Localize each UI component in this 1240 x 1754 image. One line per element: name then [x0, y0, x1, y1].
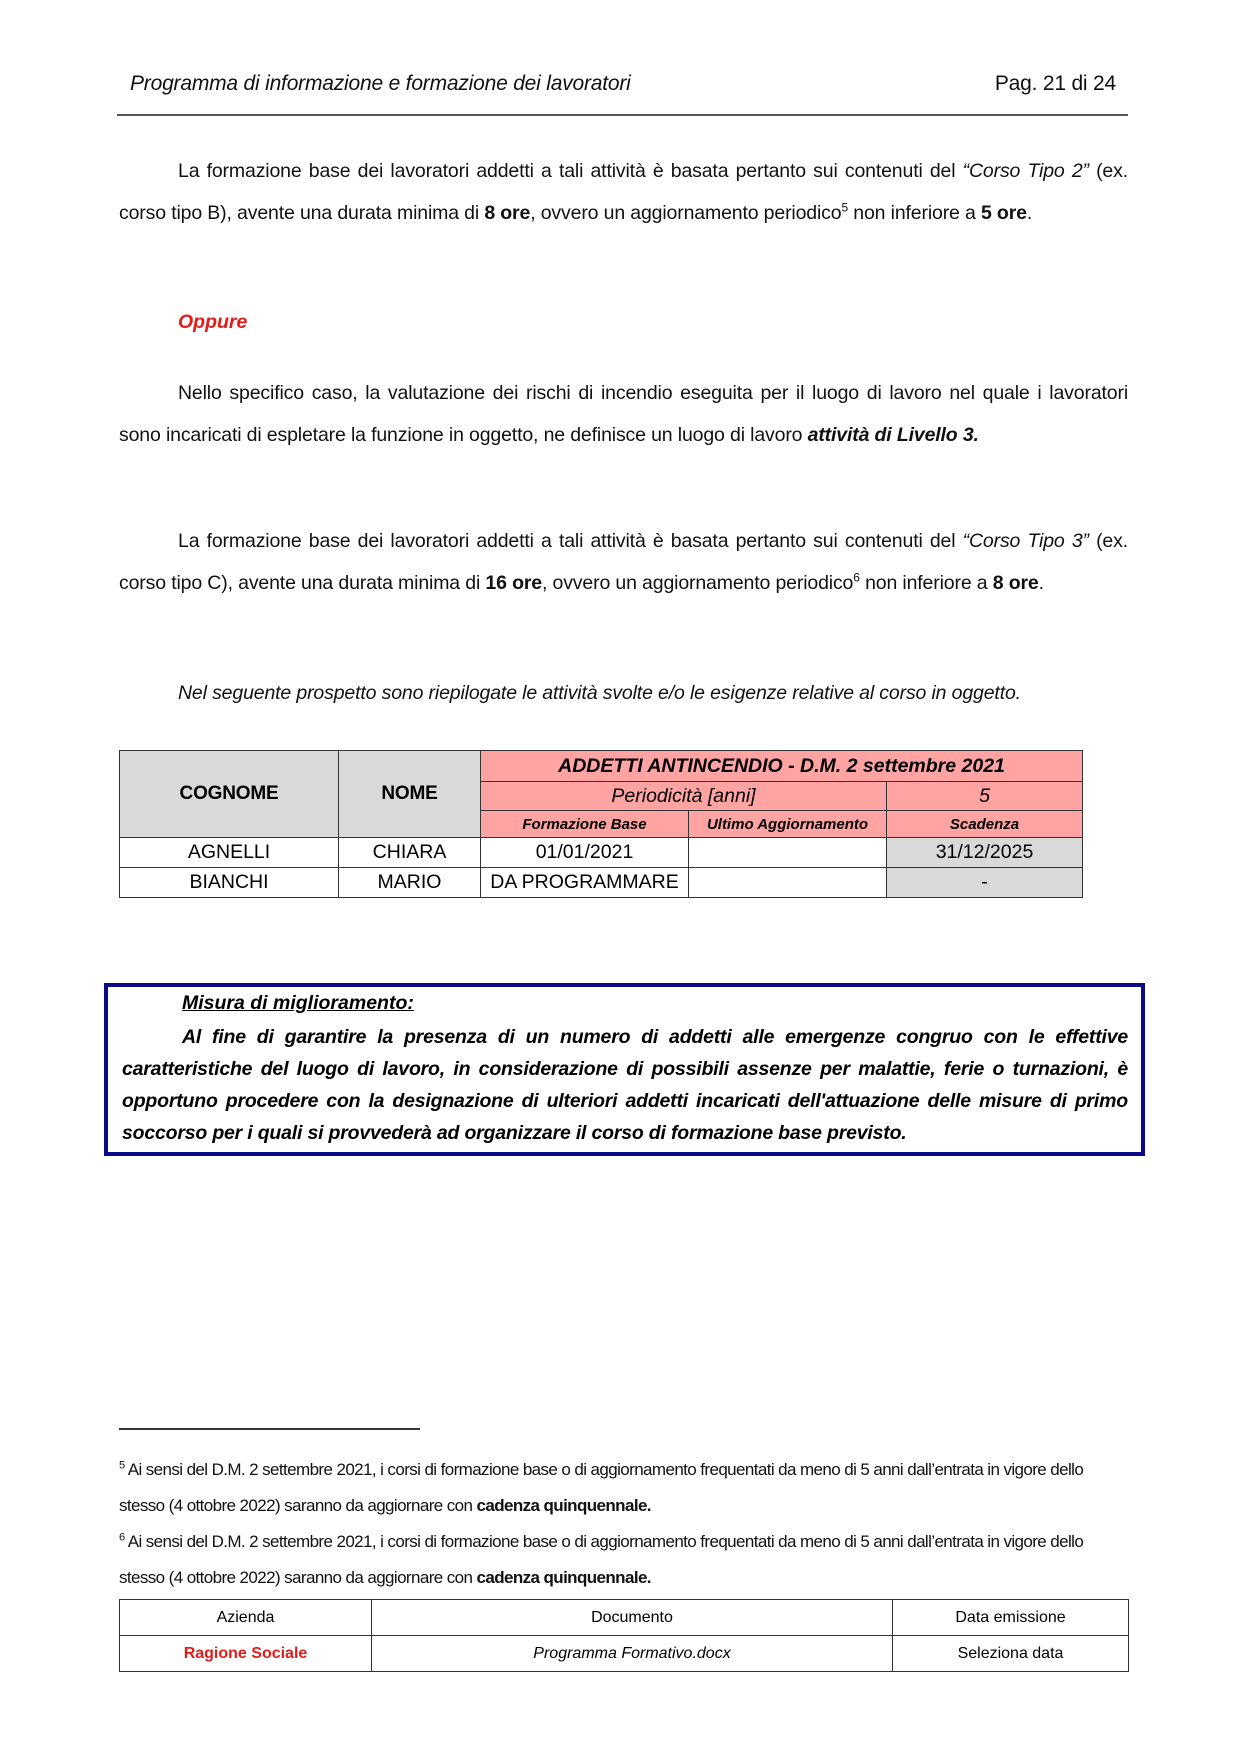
paragraph-text: La formazione base dei lavoratori addetti a tali attività è basata pertanto sui contenuti del	[178, 160, 963, 182]
paragraph-text: (ex. corso tipo B), avente una durata minima di	[119, 160, 1128, 224]
update-hours: 8 ore	[992, 572, 1039, 594]
footer-company-field[interactable]: Ragione Sociale	[120, 1636, 372, 1672]
paragraph-text: .	[1038, 572, 1044, 594]
cell-base-training: 01/01/2021	[481, 838, 689, 868]
paragraph-text: non inferiore a	[859, 572, 993, 594]
duration-hours: 16 ore	[485, 572, 542, 594]
course-name: “Corso Tipo 3”	[962, 530, 1089, 552]
footnote-ref[interactable]: 5	[841, 200, 849, 215]
paragraph-text: , ovvero un aggiornamento periodico	[530, 202, 842, 224]
risk-level: attività di Livello 3.	[807, 424, 979, 446]
header-last-update: Ultimo Aggiornamento	[689, 811, 887, 838]
cell-base-training: DA PROGRAMMARE	[481, 868, 689, 898]
periodicity-value: 5	[887, 782, 1083, 811]
alternative-label: Oppure	[178, 311, 248, 333]
improvement-title: Misura di miglioramento:	[182, 992, 414, 1014]
table-row	[120, 838, 1083, 868]
table-title: ADDETTI ANTINCENDIO - D.M. 2 settembre 2021	[481, 751, 1083, 782]
update-hours: 5 ore	[980, 202, 1027, 224]
cell-deadline: 31/12/2025	[887, 838, 1083, 868]
cell-name: MARIO	[339, 868, 481, 898]
header-divider	[117, 114, 1128, 116]
footnote-6	[119, 1524, 1128, 1596]
improvement-box	[104, 983, 1145, 1156]
header-base-training: Formazione Base	[481, 811, 689, 838]
paragraph-text: La formazione base dei lavoratori addetti a tali attività è basata pertanto sui contenuti del	[178, 530, 963, 552]
footnote-separator	[119, 1428, 420, 1430]
improvement-text-block	[122, 1021, 1128, 1149]
cell-last-update	[689, 868, 887, 898]
course-name: “Corso Tipo 2”	[962, 160, 1089, 182]
table-intro: Nel seguente prospetto sono riepilogate le attività svolte e/o le esigenze relative al corso in oggetto.	[178, 682, 1021, 704]
paragraph-text: Nello specifico caso, la valutazione dei rischi di incendio eseguita per il luogo di lavoro nel quale i lavoratori sono incaricati di espletare la funzione in oggetto, ne definisce un luogo di lavoro	[119, 382, 1128, 446]
document-header-title: Programma di informazione e formazione dei lavoratori	[130, 72, 631, 95]
footnote-text: Ai sensi del D.M. 2 settembre 2021, i corsi di formazione base o di aggiornamento frequentati da meno di 5 anni dall’entrata in vigore dello stesso (4 ottobre 2022) saranno da aggiornare con	[119, 1532, 1084, 1587]
footer-header-company: Azienda	[120, 1600, 372, 1636]
duration-hours: 8 ore	[484, 202, 531, 224]
cell-deadline: -	[887, 868, 1083, 898]
paragraph-text: .	[1026, 202, 1033, 224]
footnote-ref[interactable]: 6	[853, 570, 860, 585]
cell-surname: BIANCHI	[120, 868, 339, 898]
footnote-emphasis: cadenza quinquennale.	[476, 1568, 651, 1587]
improvement-text: Al fine di garantire la presenza di un numero di addetti alle emergenze congruo con le effettive caratteristiche del luogo di lavoro, in considerazione di possibili assenze per malattie, ferie o turnazioni, è opportuno procedere con la designazione di ulteriori addetti incaricati dell'attuazione delle misure di primo soccorso per i quali si provvederà ad organizzare il corso di formazione base previsto.	[122, 1026, 1128, 1144]
training-table	[119, 750, 1083, 898]
cell-last-update	[689, 838, 887, 868]
page-number: Pag. 21 di 24	[994, 72, 1116, 95]
footnote-5	[119, 1452, 1128, 1524]
paragraph-text: (ex. corso tipo C), avente una durata minima di	[119, 530, 1128, 594]
paragraph-risk-level	[119, 372, 1128, 456]
header-deadline: Scadenza	[887, 811, 1083, 838]
footnote-number: 5	[119, 1459, 125, 1472]
header-surname: COGNOME	[120, 751, 339, 838]
footer-document-name: Programma Formativo.docx	[372, 1636, 893, 1672]
footnote-text: Ai sensi del D.M. 2 settembre 2021, i corsi di formazione base o di aggiornamento frequentati da meno di 5 anni dall’entrata in vigore dello stesso (4 ottobre 2022) saranno da aggiornare con	[119, 1460, 1084, 1515]
table-row	[120, 868, 1083, 898]
periodicity-label: Periodicità [anni]	[481, 782, 887, 811]
cell-surname: AGNELLI	[120, 838, 339, 868]
footer-table	[119, 1599, 1129, 1672]
paragraph-course-type-2	[119, 150, 1128, 234]
header-name: NOME	[339, 751, 481, 838]
footer-header-date: Data emissione	[893, 1600, 1129, 1636]
footer-date-picker[interactable]: Seleziona data	[893, 1636, 1129, 1672]
footnote-number: 6	[119, 1531, 125, 1544]
paragraph-course-type-3	[119, 520, 1128, 604]
footnote-emphasis: cadenza quinquennale.	[476, 1496, 651, 1515]
footer-header-document: Documento	[372, 1600, 893, 1636]
paragraph-text: , ovvero un aggiornamento periodico	[541, 572, 854, 594]
cell-name: CHIARA	[339, 838, 481, 868]
paragraph-text: non inferiore a	[848, 202, 981, 224]
